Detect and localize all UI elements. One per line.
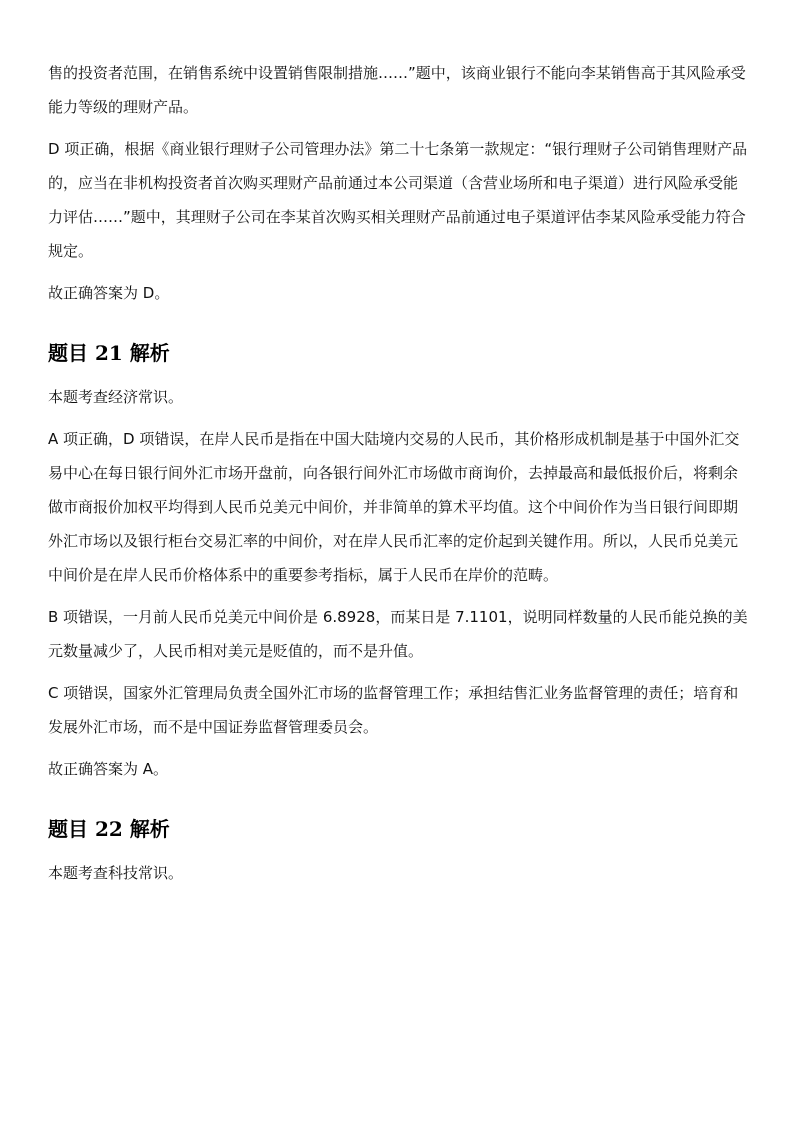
paragraph: 故正确答案为 A。 xyxy=(48,760,169,778)
paragraph: C 项错误，国家外汇管理局负责全国外汇市场的监督管理工作；承担结售汇业务监督管理的责任；培育和发展外汇市场，而不是中国证券监督管理委员会。 xyxy=(48,684,739,736)
paragraph: 售的投资者范围，在销售系统中设置销售限制措施……”题中，该商业银行不能向李某销售高于其风险承受能力等级的理财产品。 xyxy=(48,64,746,116)
section-heading: 题目 22 解析 xyxy=(48,817,170,841)
paragraph: A 项正确，D 项错误，在岸人民币是指在中国大陆境内交易的人民币，其价格形成机制是基于中国外汇交易中心在每日银行间外汇市场开盘前，向各银行间外汇市场做市商询价，去掉最高和最低报价后，将剩余做市商报价加权平均得到人民币兑美元中间价，并非简单的算术平均值。这个中间价作为当日银行间即期外汇市场以及银行柜台交易汇率的中间价，对在岸人民币汇率的定价起到关键作用。所以，人民币兑美元中间价是在岸人民币价格体系中的重要参考指标，属于人民币在岸价的范畴。 xyxy=(48,430,740,584)
paragraph: 故正确答案为 D。 xyxy=(48,284,170,302)
section-heading: 题目 21 解析 xyxy=(48,341,170,365)
paragraph: D 项正确，根据《商业银行理财子公司管理办法》第二十七条第一款规定：“银行理财子公司销售理财产品的，应当在非机构投资者首次购买理财产品前通过本公司渠道（含营业场所和电子渠道）进行风险承受能力评估……”题中，其理财子公司在李某首次购买相关理财产品前通过电子渠道评估李某风险承受能力符合规定。 xyxy=(48,140,748,260)
document-content xyxy=(48,56,748,898)
paragraph: B 项错误，一月前人民币兑美元中间价是 6.8928，而某日是 7.1101，说明同样数量的人民币能兑换的美元数量减少了，人民币相对美元是贬值的，而不是升值。 xyxy=(48,608,748,660)
paragraph: 本题考查经济常识。 xyxy=(48,388,184,406)
paragraph: 本题考查科技常识。 xyxy=(48,864,184,882)
